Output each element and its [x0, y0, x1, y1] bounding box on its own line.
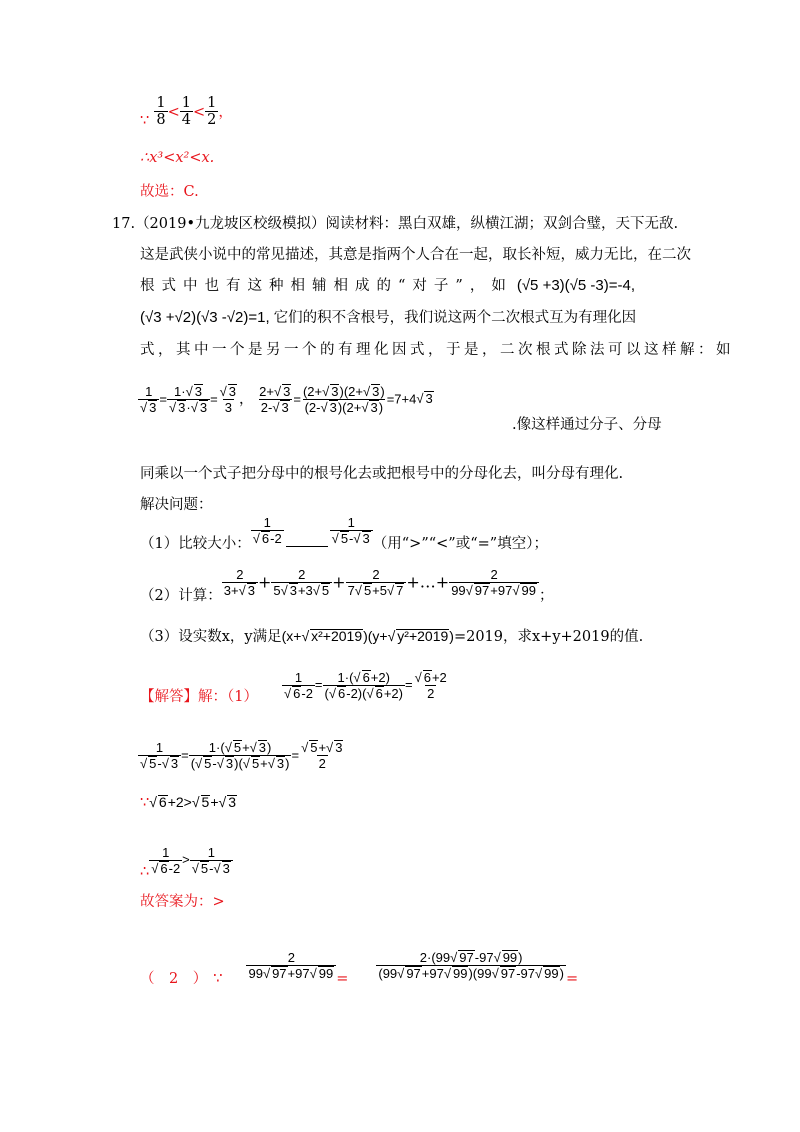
answer-part2-line — [140, 950, 579, 988]
example-fraction-c: √ $\frac{3}{3}$ — [218, 384, 239, 416]
part2-open: （ 2 ） — [140, 971, 208, 988]
part3-expression: (x+√ x²+2019)(y+√ y²+2019) — [282, 628, 454, 644]
part2-term-1: $\frac{2}{3+√ 3}$ — [222, 567, 258, 599]
part2-tail: ； — [538, 587, 554, 604]
question-number: 17. — [112, 216, 136, 232]
answer-conclusion: 故答案为：> — [140, 894, 225, 910]
reading-material-intro: 阅读材料：黑白双雄，纵横江湖；双剑合璧，天下无敌. — [325, 216, 679, 232]
answer-part1-first-line: 【解答】解：（1） 1 √ 6-2 = $\frac{1\cdot(√ 6+2)}{(√ 6-2)(√ 6+2)}$ = √ $\frac{6+2}{2}$ — [140, 670, 449, 702]
question-source: （2019•九龙坡区校级模拟） — [135, 216, 326, 232]
paragraph-line-4 — [140, 306, 636, 327]
since-symbol: ∵ — [140, 795, 150, 811]
solve-label: 解决问题： — [140, 497, 213, 513]
example-fraction-a: 1 √ 3 — [138, 384, 159, 416]
answer-frac-h: 1 √ 5-√ 3 — [190, 845, 233, 877]
part-1-line — [140, 515, 548, 552]
fraction-one-half: $\frac{1}{2}$ — [207, 95, 217, 128]
answer-frac-a: 1 √ 6-2 — [282, 670, 315, 702]
fraction-one-quarter: $\frac{1}{4}$ — [181, 95, 191, 128]
answer-part2-frac-b: $\frac{2\cdot(99√ 97-97√ 99)}{(99√ 97+97√ 99)(99√ 97-97√ 99)}$ — [376, 950, 566, 982]
equals-sign-2: = — [565, 971, 579, 988]
answer-part2-frac-a: $\frac{2}{99√ 97+97√ 99}$ — [246, 950, 336, 982]
less-than-sign: < — [167, 104, 180, 121]
answer-frac-f: √ $\frac{5+√ 3}{2}$ — [299, 740, 345, 772]
question-17-first-line — [112, 212, 678, 233]
line4-text: 它们的积不含根号，我们说这两个二次根式互为有理化因 — [273, 310, 637, 326]
part2-since: ∵ — [213, 971, 223, 988]
answer-part1-second-line: 1 √ 5-√ 3 = $\frac{1\cdot(√ 5+√ 3)}{(√ 5-√ 3)(√ 5+√ 3)}$ = √ $\frac{5+√ 3}{2}$ — [138, 740, 345, 772]
line4-math: (√3 +√2)(√3 -√2)=1, — [140, 309, 270, 326]
therefore-line: ∴x³<x²<x. — [140, 150, 215, 166]
part1-left-fraction: 1 √ 6-2 — [251, 515, 284, 547]
less-than-sign: < — [192, 104, 206, 121]
paragraph-line-5: 式，其中一个是另一个的有理化因式，于是，二次根式除法可以这样解：如 — [140, 342, 734, 358]
part3-tail: =2019，求x+y+2019的值. — [453, 629, 644, 645]
answer-therefore-line: ∴ 1 √ 6-2 > 1 √ 5-√ 3 — [140, 845, 233, 877]
paragraph-line-2: 这是武侠小说中的常见描述，其意是指两个人合在一起，取长补短，威力无比，在二次 — [140, 247, 691, 263]
part2-term-2: $\frac{2}{5√ 3+3√ 5}$ — [271, 567, 332, 599]
line3-math: (√5 +3)(√5 -3)=-4, — [516, 277, 635, 294]
example-fraction-b: 1·√ 3 √ 3·√ 3 — [167, 384, 210, 416]
therefore-symbol: ∴ — [140, 864, 150, 881]
part1-right-fraction: 1 √ 5-√ 3 — [330, 515, 373, 547]
line3-text: 根式中也有这种相辅相成的“对子”，如 — [140, 278, 513, 294]
part2-term-last: $\frac{2}{99√ 97+97√ 99}$ — [449, 567, 539, 599]
answer-frac-d: 1 √ 5-√ 3 — [138, 740, 181, 772]
part1-tail: （用“>”“<”或“=”填空）； — [372, 535, 548, 552]
answer-frac-e: $\frac{1\cdot(√ 5+√ 3)}{(√ 5-√ 3)(√ 5+√ 3)}$ — [189, 740, 292, 772]
example-fraction-d: $\frac{2+√ 3}{2-√ 3}$ — [257, 384, 293, 416]
part2-label: （2）计算： — [140, 587, 222, 604]
paragraph-line-3 — [140, 274, 635, 295]
paragraph-line-6: 同乘以一个式子把分母中的根号化去或把根号中的分母化去，叫分母有理化. — [140, 466, 624, 482]
answer-frac-c: √ $\frac{6+2}{2}$ — [413, 670, 449, 702]
example-fraction-e: $\frac{(2+√ 3)(2+√ 3)}{(2-√ 3)(2+√ 3)}$ — [301, 384, 387, 416]
because-symbol: ∵ — [140, 112, 150, 129]
prev-because-line — [140, 96, 233, 128]
part2-term-3: $\frac{2}{7√ 5+5√ 7}$ — [346, 567, 407, 599]
comma: ， — [218, 104, 233, 121]
equals-sign: = — [336, 971, 349, 988]
answer-since-line: ∵√ 6+2>√ 5+√ 3 — [140, 792, 237, 811]
answer-lead: 解：（1） — [198, 689, 258, 706]
answer-frac-g: 1 √ 6-2 — [149, 845, 182, 877]
answer-tag: 【解答】 — [140, 689, 198, 706]
part3-label: （3）设实数x，y满足 — [140, 629, 282, 645]
answer-blank — [286, 545, 328, 547]
example-tail-text: .像这样通过分子、分母 — [512, 417, 662, 433]
answer-frac-b: $\frac{1\cdot(√ 6+2)}{(√ 6-2)(√ 6+2)}$ — [323, 670, 405, 702]
part-3-line — [140, 625, 643, 646]
answer-line: 故选：C. — [140, 184, 199, 200]
fraction-one-eighth: $\frac{1}{8}$ — [156, 95, 166, 128]
part-2-line: （2）计算： $\frac{2}{3+√ 3}$ + $\frac{2}{5√ 3+3√ 5}$ + $\frac{2}{7√ 5+5√ 7}$ +…+ $\frac{2}{99√ 97+97√ 99}$ ； — [140, 567, 553, 599]
example-formula-row: 1 √ 3 = 1·√ 3 √ 3·√ 3 = √ $\frac{3}{3}$ ， $\frac{2+√ 3}{2-√ 3}$ = $\frac{(2+√ 3)(2+√ 3)}{(2-√ 3)(2+√ 3)}$ =7+4√ 3 — [138, 384, 434, 416]
part1-label: （1）比较大小： — [140, 535, 251, 552]
